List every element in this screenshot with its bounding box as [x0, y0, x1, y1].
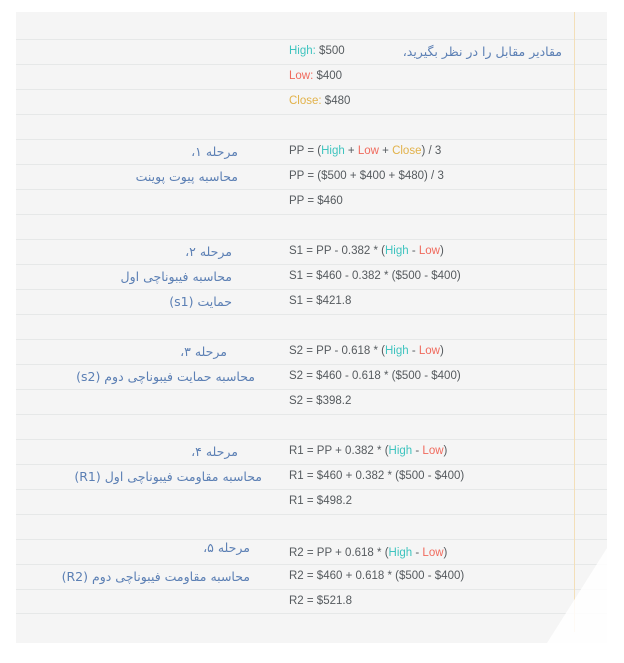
- formula-suffix: ): [440, 345, 444, 357]
- formula-op: -: [412, 547, 423, 559]
- step-1-title: محاسبه پیوت پوینت: [135, 169, 238, 184]
- step-4-formula: [289, 439, 447, 464]
- close-value: [289, 89, 350, 114]
- formula-close: Close: [392, 145, 422, 157]
- step-3-result: S2 = $398.2: [289, 395, 352, 407]
- step-3-formula: [289, 339, 444, 364]
- page-curl: [547, 548, 607, 643]
- step-2-title-2: حمایت (s1): [169, 294, 232, 309]
- formula-suffix: ): [443, 547, 448, 559]
- step-5-label: مرحله ۵،: [203, 540, 250, 555]
- step-4-result: R1 = $498.2: [289, 495, 352, 507]
- formula-low: Low: [422, 445, 444, 457]
- formula-high: High: [385, 245, 409, 257]
- formula-prefix: R1 = PP + 0.382 * (: [289, 445, 389, 457]
- formula-low: Low: [422, 547, 444, 559]
- rule-line: [16, 514, 607, 515]
- step-3-label: مرحله ۳،: [180, 344, 227, 359]
- intro-label: مقادیر مقابل را در نظر بگیرید،: [402, 44, 562, 59]
- step-2-label: مرحله ۲،: [185, 244, 232, 259]
- high-label: High:: [289, 45, 316, 57]
- formula-high: High: [388, 547, 413, 559]
- formula-suffix: ): [443, 445, 448, 457]
- margin-line: [574, 12, 575, 632]
- low-amount: $400: [313, 70, 343, 82]
- step-1-label: مرحله ۱،: [191, 144, 238, 159]
- formula-low: Low: [418, 245, 440, 257]
- step-1-substitution: PP = ($500 + $400 + $480) / 3: [289, 170, 444, 182]
- formula-suffix: ) / 3: [421, 145, 442, 157]
- formula-low: Low: [357, 145, 379, 157]
- step-4-label: مرحله ۴،: [191, 444, 238, 459]
- formula-prefix: PP = (: [289, 145, 322, 157]
- step-3-substitution: S2 = $460 - 0.618 * ($500 - $400): [289, 370, 461, 382]
- high-value: [289, 39, 345, 64]
- formula-op: -: [408, 345, 419, 357]
- formula-op: +: [378, 145, 393, 157]
- step-5-title: محاسبه مقاومت فیبوناچی دوم (R2): [61, 569, 250, 584]
- formula-op: -: [412, 445, 423, 457]
- formula-high: High: [321, 145, 345, 157]
- step-5-formula: [289, 541, 447, 566]
- step-4-substitution: R1 = $460 + 0.382 * ($500 - $400): [289, 470, 465, 482]
- rule-line: [16, 539, 607, 540]
- step-2-substitution: S1 = $460 - 0.382 * ($500 - $400): [289, 270, 461, 282]
- formula-suffix: ): [440, 245, 444, 257]
- step-5-substitution: R2 = $460 + 0.618 * ($500 - $400): [289, 570, 465, 582]
- formula-prefix: S2 = PP - 0.618 * (: [289, 345, 385, 357]
- step-2-title: محاسبه فیبوناچی اول: [120, 269, 232, 284]
- lined-paper: [16, 12, 607, 643]
- formula-prefix: S1 = PP - 0.382 * (: [289, 245, 385, 257]
- step-2-result: S1 = $421.8: [289, 295, 352, 307]
- rule-line: [16, 414, 607, 415]
- step-5-result: R2 = $521.8: [289, 595, 352, 607]
- step-2-formula: [289, 239, 444, 264]
- step-1-formula: [289, 139, 441, 164]
- step-1-result: PP = $460: [289, 195, 343, 207]
- low-label: Low:: [289, 70, 314, 82]
- formula-op: +: [344, 145, 358, 157]
- formula-op: -: [408, 245, 419, 257]
- rule-line: [16, 214, 607, 215]
- formula-low: Low: [418, 345, 440, 357]
- rule-line: [16, 114, 607, 115]
- high-amount: $500: [315, 45, 345, 57]
- low-value: [289, 64, 342, 89]
- formula-high: High: [388, 445, 413, 457]
- formula-prefix: R2 = PP + 0.618 * (: [289, 547, 389, 559]
- step-3-title: محاسبه حمایت فیبوناچی دوم (s2): [76, 369, 255, 384]
- close-amount: $480: [321, 95, 351, 107]
- rule-line: [16, 314, 607, 315]
- step-4-title: محاسبه مقاومت فیبوناچی اول (R1): [74, 469, 262, 484]
- formula-high: High: [385, 345, 409, 357]
- close-label: Close:: [289, 95, 322, 107]
